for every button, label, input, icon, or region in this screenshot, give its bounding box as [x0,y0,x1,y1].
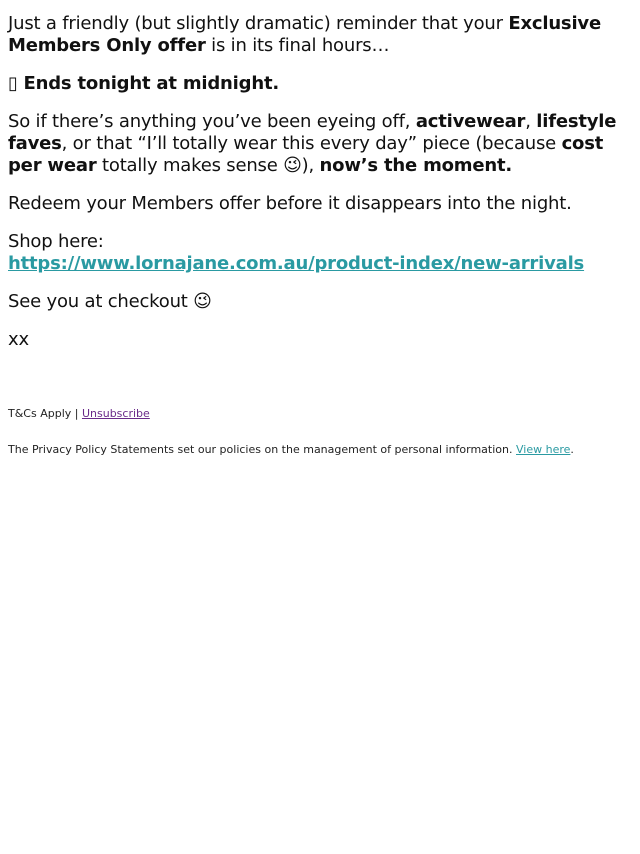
view-here-link[interactable]: View here [516,443,571,456]
privacy-period: . [570,443,574,456]
redeem-paragraph: Redeem your Members offer before it disappears into the night. [8,193,572,214]
pitch-bold-moment: now’s the moment. [319,155,513,176]
intro-paragraph [8,13,632,57]
deadline-paragraph [8,73,632,95]
pitch-text-2: , [525,111,537,132]
shop-label: Shop here: [8,231,104,252]
pitch-text-1: So if there’s anything you’ve been eyeing off, [8,111,416,132]
deadline-text: Ends tonight at midnight. [23,73,279,94]
shop-link[interactable]: https://www.lornajane.com.au/product-index/new-arrivals [8,253,585,274]
pitch-paragraph [8,111,632,177]
privacy-text: The Privacy Policy Statements set our policies on the management of personal information. [8,443,516,456]
pitch-bold-lifestyle: lifestyle faves [8,111,617,154]
intro-text-before: Just a friendly (but slightly dramatic) reminder that your [8,13,509,34]
pitch-text-3: , or that “I’ll totally wear this every day” piece (because [61,133,562,154]
footer-privacy [8,443,632,457]
intro-text-after: is in its final hours… [205,35,390,56]
pitch-bold-cost-per-wear: cost per wear [8,133,604,176]
footer-terms [8,407,632,421]
intro-offer-highlight: Exclusive Members Only offer [8,13,601,56]
missing-glyph-icon: ▯ [8,73,18,94]
unsubscribe-link[interactable]: Unsubscribe [81,407,150,420]
kisses-text: xx [8,329,29,350]
pitch-text-4: totally makes sense 😉), [96,155,320,176]
signoff-paragraph: See you at checkout 😉 [8,291,212,312]
pitch-bold-activewear: activewear [415,111,526,132]
terms-text: T&Cs Apply | [8,407,82,420]
shop-paragraph [8,231,632,275]
